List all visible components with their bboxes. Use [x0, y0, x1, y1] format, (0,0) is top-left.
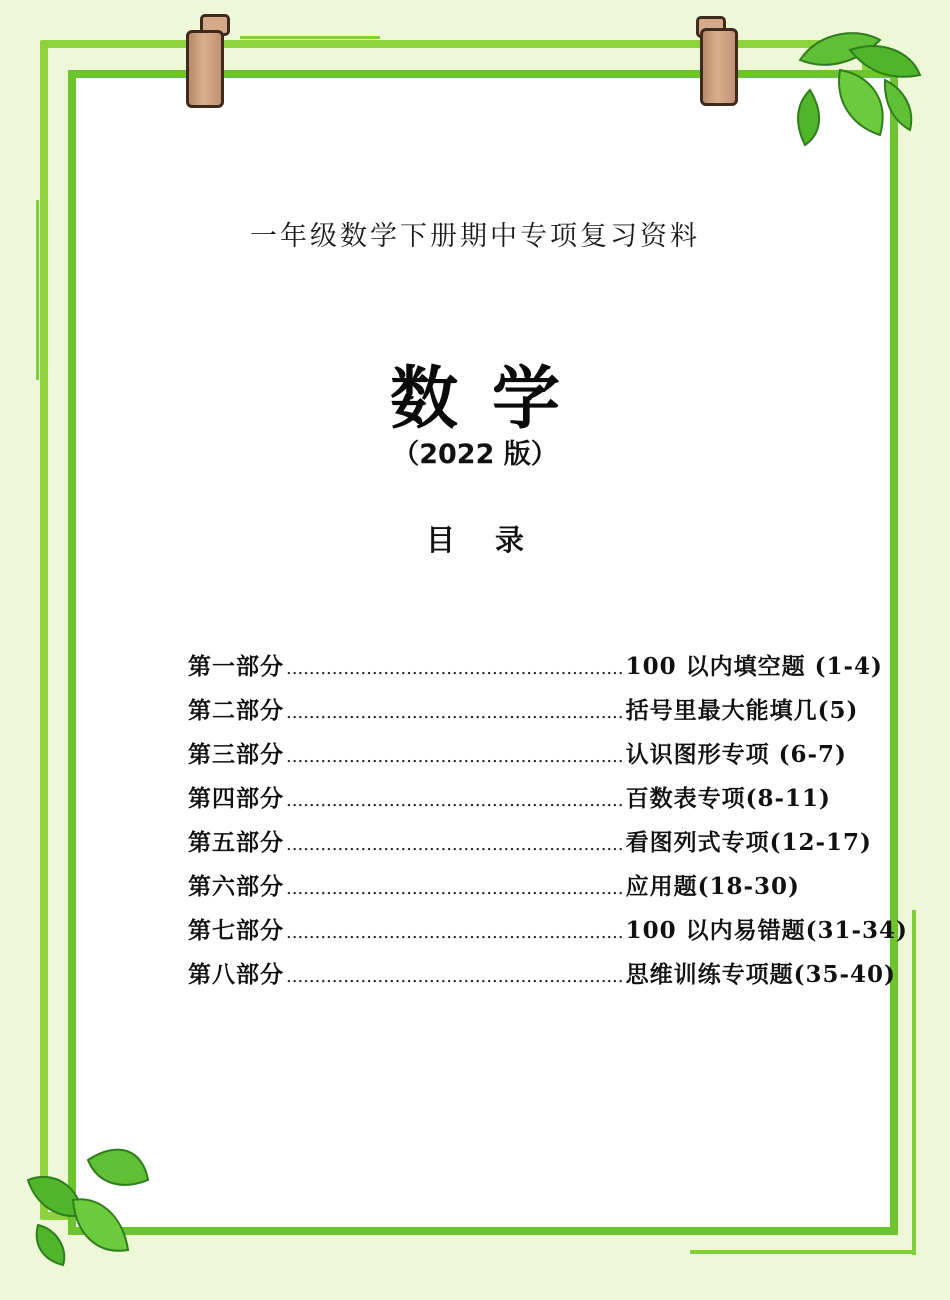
leaf-cluster-bottom-left-icon — [18, 1140, 168, 1270]
toc-row — [188, 780, 831, 824]
toc-dot-leader: ........................................................... — [286, 658, 624, 679]
toc-dot-leader: ........................................................... — [286, 702, 624, 723]
toc-topic-label: 100 以内易错题(31-34) — [625, 917, 908, 944]
toc-part-label: 第六部分 — [188, 873, 284, 900]
toc-row — [188, 692, 859, 736]
toc-dot-leader: ........................................................... — [286, 746, 624, 767]
toc-topic-label: 括号里最大能填几(5) — [625, 697, 859, 724]
toc-row — [188, 824, 872, 868]
toc-dot-leader: ........................................................... — [286, 922, 624, 943]
toc-dot-leader: ........................................................... — [286, 790, 624, 811]
toc-part-label: 第四部分 — [188, 785, 284, 812]
sketch-line-top — [240, 36, 380, 39]
toc-row — [188, 648, 883, 692]
toc-topic-label: 认识图形专项 (6-7) — [625, 741, 847, 768]
toc-dot-leader: ........................................................... — [286, 966, 624, 987]
toc-part-label: 第五部分 — [188, 829, 284, 856]
page-title: 数学 — [389, 359, 594, 439]
sketch-line-bottom — [690, 1250, 916, 1254]
toc-dot-leader: ........................................................... — [286, 834, 624, 855]
toc-row — [188, 868, 800, 912]
toc-part-label: 第七部分 — [188, 917, 284, 944]
toc-part-label: 第二部分 — [188, 697, 284, 724]
toc-row — [188, 912, 908, 956]
toc-dot-leader: ........................................................... — [286, 878, 624, 899]
sketch-line-right — [912, 910, 916, 1255]
toc-row — [188, 956, 896, 1000]
edition-label: （2022 版） — [392, 439, 558, 470]
toc-topic-label: 思维训练专项题(35-40) — [625, 961, 896, 988]
toc-part-label: 第一部分 — [188, 653, 284, 680]
toc-topic-label: 百数表专项(8-11) — [625, 785, 831, 812]
toc-topic-label: 100 以内填空题 (1-4) — [625, 653, 883, 680]
toc-topic-label: 应用题(18-30) — [625, 873, 800, 900]
toc-part-label: 第三部分 — [188, 741, 284, 768]
toc-heading: 目录 — [425, 523, 564, 557]
leaf-cluster-top-right-icon — [780, 20, 930, 150]
toc-topic-label: 看图列式专项(12-17) — [625, 829, 872, 856]
toc-part-label: 第八部分 — [188, 961, 284, 988]
subtitle: 一年级数学下册期中专项复习资料 — [250, 221, 700, 252]
table-of-contents — [188, 648, 908, 1000]
toc-row — [188, 736, 847, 780]
